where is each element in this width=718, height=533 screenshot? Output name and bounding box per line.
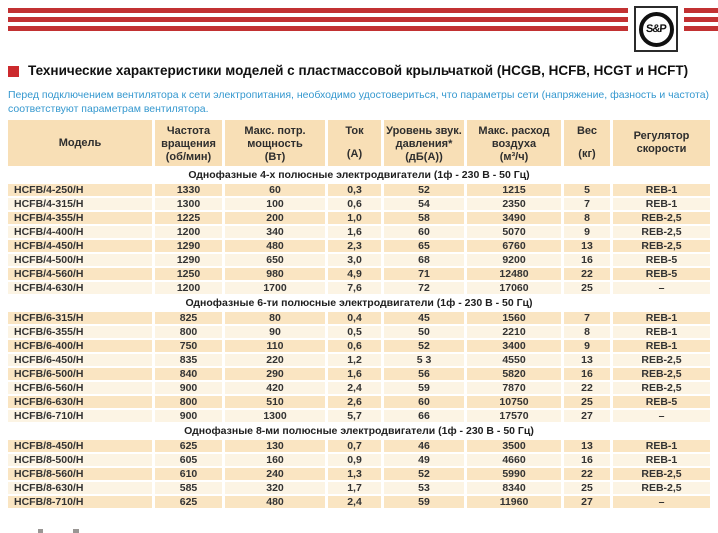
table-row (8, 240, 710, 254)
value-cell: 80 (225, 312, 328, 326)
value-cell: 290 (225, 368, 328, 382)
value-cell: 25 (564, 396, 613, 410)
value-cell: 1200 (155, 282, 225, 296)
value-cell: 49 (384, 454, 467, 468)
value-cell: 1250 (155, 268, 225, 282)
model-cell: HCFB/4-560/H (8, 268, 155, 282)
value-cell: 0,7 (328, 440, 384, 454)
value-cell: REB-1 (613, 312, 710, 326)
value-cell: 130 (225, 440, 328, 454)
model-cell: HCFB/4-355/H (8, 212, 155, 226)
value-cell: 13 (564, 240, 613, 254)
stripe (8, 26, 628, 31)
value-cell: 420 (225, 382, 328, 396)
value-cell: REB-5 (613, 254, 710, 268)
value-cell: 1225 (155, 212, 225, 226)
value-cell: REB-2,5 (613, 226, 710, 240)
value-cell: 4660 (467, 454, 564, 468)
value-cell: 4,9 (328, 268, 384, 282)
model-cell: HCFB/8-630/H (8, 482, 155, 496)
value-cell: – (613, 282, 710, 296)
value-cell: REB-2,5 (613, 468, 710, 482)
stripe (684, 26, 718, 31)
value-cell: REB-1 (613, 340, 710, 354)
table-row (8, 212, 710, 226)
value-cell: 5 3 (384, 354, 467, 368)
value-cell: 980 (225, 268, 328, 282)
value-cell: 0,6 (328, 340, 384, 354)
value-cell: 1,6 (328, 368, 384, 382)
value-cell: REB-1 (613, 440, 710, 454)
value-cell: REB-1 (613, 198, 710, 212)
value-cell: 900 (155, 382, 225, 396)
col-label: Ток (345, 125, 364, 137)
table-row (8, 282, 710, 296)
brand-stripes-right (684, 8, 718, 35)
value-cell: 480 (225, 496, 328, 510)
model-cell: HCFB/6-560/H (8, 382, 155, 396)
value-cell: 9200 (467, 254, 564, 268)
value-cell: REB-1 (613, 326, 710, 340)
model-cell: HCFB/6-450/H (8, 354, 155, 368)
model-cell: HCFB/4-315/H (8, 198, 155, 212)
value-cell: 90 (225, 326, 328, 340)
value-cell: 7 (564, 198, 613, 212)
value-cell: 8 (564, 326, 613, 340)
value-cell: 60 (384, 226, 467, 240)
value-cell: REB-5 (613, 268, 710, 282)
col-label: Частота вращения (161, 125, 216, 150)
value-cell: 2350 (467, 198, 564, 212)
stripe (8, 17, 628, 22)
table-row (8, 340, 710, 354)
value-cell: REB-2,5 (613, 212, 710, 226)
value-cell: 5070 (467, 226, 564, 240)
col-unit: (об/мин) (165, 150, 212, 163)
value-cell: 66 (384, 410, 467, 424)
section-header: Однофазные 4-х полюсные электродвигатели (1ф - 230 В - 50 Гц) (8, 168, 710, 184)
table-row (8, 254, 710, 268)
value-cell: 1290 (155, 240, 225, 254)
table-row (8, 482, 710, 496)
table-row (8, 496, 710, 510)
value-cell: 54 (384, 198, 467, 212)
value-cell: 2,4 (328, 382, 384, 396)
value-cell: 5,7 (328, 410, 384, 424)
value-cell: 2210 (467, 326, 564, 340)
value-cell: 510 (225, 396, 328, 410)
value-cell: 1,6 (328, 226, 384, 240)
table-row (8, 454, 710, 468)
col-label: Вес (576, 125, 598, 137)
value-cell: 12480 (467, 268, 564, 282)
value-cell: 11960 (467, 496, 564, 510)
stripe (684, 8, 718, 13)
value-cell: 900 (155, 410, 225, 424)
model-cell: HCFB/8-450/H (8, 440, 155, 454)
model-cell: HCFB/6-315/H (8, 312, 155, 326)
value-cell: 1300 (225, 410, 328, 424)
value-cell: 22 (564, 382, 613, 396)
table-row (8, 268, 710, 282)
table-row (8, 382, 710, 396)
value-cell: 53 (384, 482, 467, 496)
value-cell: 100 (225, 198, 328, 212)
value-cell: – (613, 410, 710, 424)
value-cell: 0,9 (328, 454, 384, 468)
value-cell: 65 (384, 240, 467, 254)
value-cell: 10750 (467, 396, 564, 410)
value-cell: 840 (155, 368, 225, 382)
col-unit: (А) (346, 148, 363, 161)
col-unit: (дБ(А)) (405, 150, 443, 163)
table-row (8, 354, 710, 368)
value-cell: 0,6 (328, 198, 384, 212)
value-cell: 16 (564, 454, 613, 468)
value-cell: 1,3 (328, 468, 384, 482)
model-cell: HCFB/6-400/H (8, 340, 155, 354)
table-row (8, 312, 710, 326)
model-cell: HCFB/6-710/H (8, 410, 155, 424)
value-cell: 2,6 (328, 396, 384, 410)
col-header-airflow (467, 120, 564, 168)
section-header-row (8, 424, 710, 440)
value-cell: 625 (155, 496, 225, 510)
value-cell: 27 (564, 410, 613, 424)
table-row (8, 396, 710, 410)
col-header-regulator (613, 120, 710, 168)
value-cell: 1200 (155, 226, 225, 240)
value-cell: 650 (225, 254, 328, 268)
title-row (8, 64, 712, 79)
value-cell: 9 (564, 226, 613, 240)
value-cell: 25 (564, 482, 613, 496)
value-cell: 835 (155, 354, 225, 368)
value-cell: 72 (384, 282, 467, 296)
value-cell: 480 (225, 240, 328, 254)
value-cell: REB-2,5 (613, 382, 710, 396)
value-cell: 1290 (155, 254, 225, 268)
value-cell: 1560 (467, 312, 564, 326)
value-cell: REB-5 (613, 396, 710, 410)
table-row (8, 468, 710, 482)
value-cell: 750 (155, 340, 225, 354)
value-cell: 3400 (467, 340, 564, 354)
col-header-model (8, 120, 155, 168)
page-title: Технические характеристики моделей с пластмассовой крыльчаткой (HCGB, HCFB, HCGT и HCFT) (28, 63, 689, 78)
col-label: Регулятор скорости (633, 130, 690, 155)
value-cell: 52 (384, 184, 467, 198)
value-cell: 59 (384, 496, 467, 510)
value-cell: 800 (155, 326, 225, 340)
col-label: Макс. потр. мощность (244, 125, 306, 150)
value-cell: 5820 (467, 368, 564, 382)
value-cell: 240 (225, 468, 328, 482)
value-cell: 610 (155, 468, 225, 482)
value-cell: 8 (564, 212, 613, 226)
sp-logo (634, 6, 678, 52)
value-cell: 160 (225, 454, 328, 468)
value-cell: 22 (564, 468, 613, 482)
value-cell: 1,7 (328, 482, 384, 496)
red-square-bullet-icon (8, 66, 19, 77)
model-cell: HCFB/4-400/H (8, 226, 155, 240)
section-header-row (8, 168, 710, 184)
spec-table-header (8, 120, 710, 168)
value-cell: 800 (155, 396, 225, 410)
table-row (8, 368, 710, 382)
value-cell: 52 (384, 468, 467, 482)
spec-table (8, 120, 710, 510)
col-label: Макс. расход воздуха (478, 125, 550, 150)
cutoff-print-artifact (73, 529, 79, 533)
table-row (8, 440, 710, 454)
value-cell: 585 (155, 482, 225, 496)
col-unit: (м³/ч) (499, 150, 529, 163)
model-cell: HCFB/4-450/H (8, 240, 155, 254)
value-cell: 320 (225, 482, 328, 496)
value-cell: 46 (384, 440, 467, 454)
col-header-speed (155, 120, 225, 168)
col-unit: (кг) (578, 148, 596, 161)
model-cell: HCFB/4-500/H (8, 254, 155, 268)
value-cell: 0,5 (328, 326, 384, 340)
value-cell: 13 (564, 354, 613, 368)
value-cell: 1300 (155, 198, 225, 212)
value-cell: 17060 (467, 282, 564, 296)
value-cell: 52 (384, 340, 467, 354)
value-cell: 3490 (467, 212, 564, 226)
value-cell: 0,3 (328, 184, 384, 198)
value-cell: 340 (225, 226, 328, 240)
value-cell: 45 (384, 312, 467, 326)
value-cell: 8340 (467, 482, 564, 496)
value-cell: 60 (225, 184, 328, 198)
table-row (8, 410, 710, 424)
value-cell: 4550 (467, 354, 564, 368)
model-cell: HCFB/8-710/H (8, 496, 155, 510)
value-cell: 16 (564, 368, 613, 382)
value-cell: 605 (155, 454, 225, 468)
value-cell: REB-2,5 (613, 240, 710, 254)
value-cell: REB-2,5 (613, 482, 710, 496)
value-cell: 1330 (155, 184, 225, 198)
sp-logo-text: S&P (645, 23, 667, 35)
model-cell: HCFB/8-500/H (8, 454, 155, 468)
table-row (8, 184, 710, 198)
table-row (8, 226, 710, 240)
col-header-power (225, 120, 328, 168)
value-cell: 1,2 (328, 354, 384, 368)
value-cell: 7 (564, 312, 613, 326)
stripe (684, 17, 718, 22)
value-cell: 17570 (467, 410, 564, 424)
spec-table-body (8, 168, 710, 510)
value-cell: 110 (225, 340, 328, 354)
model-cell: HCFB/6-630/H (8, 396, 155, 410)
value-cell: 25 (564, 282, 613, 296)
model-cell: HCFB/4-250/H (8, 184, 155, 198)
value-cell: 59 (384, 382, 467, 396)
table-row (8, 198, 710, 212)
value-cell: 2,3 (328, 240, 384, 254)
value-cell: 200 (225, 212, 328, 226)
model-cell: HCFB/6-355/H (8, 326, 155, 340)
col-unit: (Вт) (264, 150, 286, 163)
value-cell: 58 (384, 212, 467, 226)
value-cell: 13 (564, 440, 613, 454)
section-header-row (8, 296, 710, 312)
value-cell: REB-2,5 (613, 354, 710, 368)
value-cell: 22 (564, 268, 613, 282)
value-cell: 5990 (467, 468, 564, 482)
value-cell: 7,6 (328, 282, 384, 296)
table-row (8, 326, 710, 340)
brand-stripes-left (8, 8, 628, 35)
value-cell: 0,4 (328, 312, 384, 326)
model-cell: HCFB/4-630/H (8, 282, 155, 296)
value-cell: 825 (155, 312, 225, 326)
value-cell: 60 (384, 396, 467, 410)
model-cell: HCFB/8-560/H (8, 468, 155, 482)
value-cell: 3500 (467, 440, 564, 454)
value-cell: REB-2,5 (613, 368, 710, 382)
value-cell: 50 (384, 326, 467, 340)
intro-note: Перед подключением вентилятора к сети электропитания, необходимо удостовериться, что параметры сети (напряжение, фазность и частота) соответствуют параметрам вентилятора. (8, 89, 710, 115)
value-cell: 1,0 (328, 212, 384, 226)
value-cell: – (613, 496, 710, 510)
value-cell: 9 (564, 340, 613, 354)
value-cell: 625 (155, 440, 225, 454)
value-cell: 1700 (225, 282, 328, 296)
stripe (8, 8, 628, 13)
value-cell: 5 (564, 184, 613, 198)
value-cell: 16 (564, 254, 613, 268)
model-cell: HCFB/6-500/H (8, 368, 155, 382)
value-cell: REB-1 (613, 184, 710, 198)
section-header: Однофазные 8-ми полюсные электродвигатели (1ф - 230 В - 50 Гц) (8, 424, 710, 440)
col-header-current (328, 120, 384, 168)
col-header-noise (384, 120, 467, 168)
value-cell: 71 (384, 268, 467, 282)
cutoff-print-artifact (38, 529, 43, 533)
col-label: Уровень звук. давления* (386, 125, 462, 150)
value-cell: REB-1 (613, 454, 710, 468)
value-cell: 3,0 (328, 254, 384, 268)
value-cell: 1215 (467, 184, 564, 198)
col-label: Модель (58, 136, 102, 149)
value-cell: 56 (384, 368, 467, 382)
col-header-weight (564, 120, 613, 168)
value-cell: 2,4 (328, 496, 384, 510)
value-cell: 6760 (467, 240, 564, 254)
value-cell: 7870 (467, 382, 564, 396)
section-header: Однофазные 6-ти полюсные электродвигатели (1ф - 230 В - 50 Гц) (8, 296, 710, 312)
value-cell: 27 (564, 496, 613, 510)
value-cell: 220 (225, 354, 328, 368)
value-cell: 68 (384, 254, 467, 268)
sp-logo-circle (639, 12, 674, 47)
